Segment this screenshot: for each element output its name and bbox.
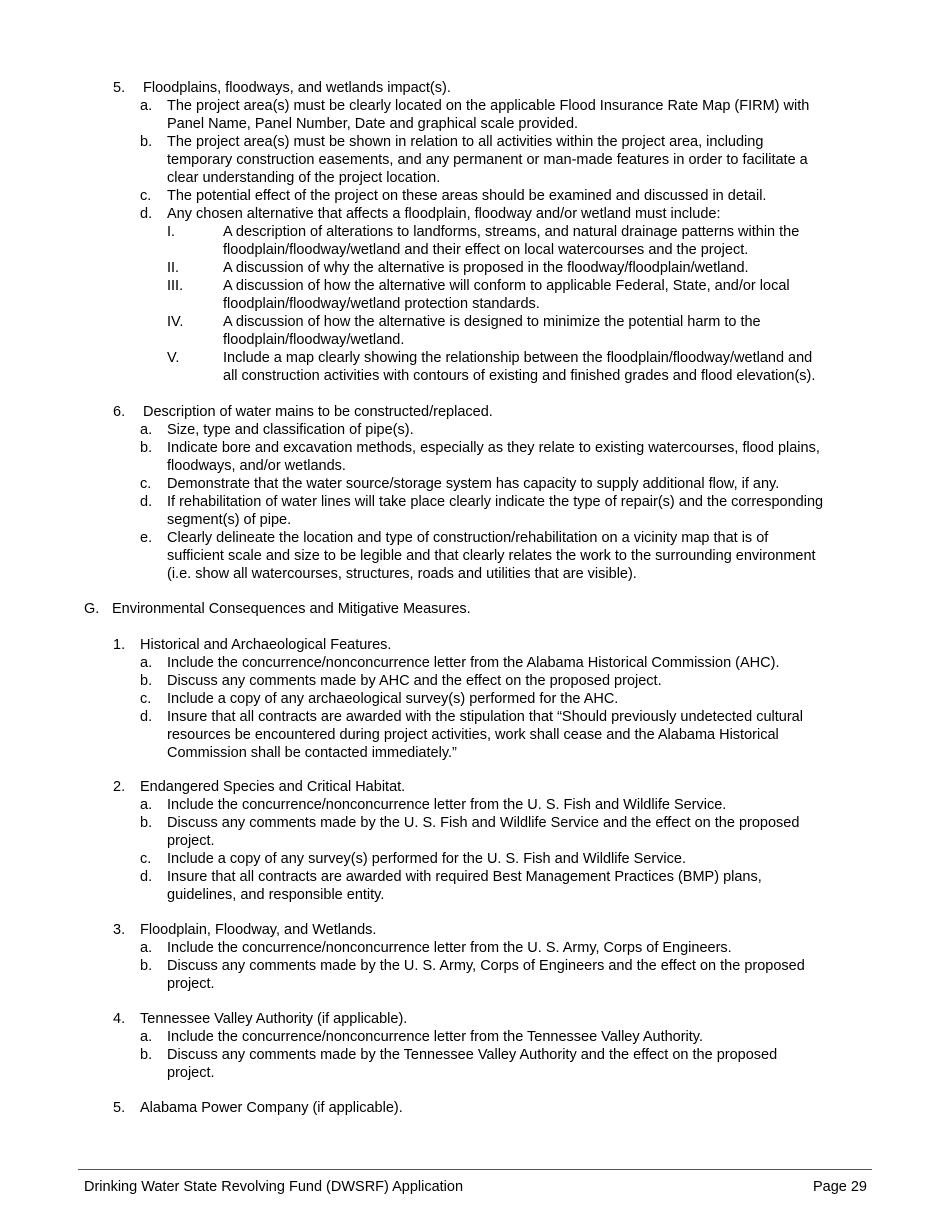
s6-e-line: Clearly delineate the location and type of construction/rehabilitation on a vicinity map that is of: [167, 530, 769, 546]
g2-marker: 2.: [113, 779, 126, 795]
g4-b-line: project.: [167, 1065, 215, 1081]
g1-d-line: Commission shall be contacted immediately.”: [167, 745, 457, 761]
g2-a-marker: a.: [140, 797, 153, 813]
g3-b-line: project.: [167, 976, 215, 992]
g2-heading: Endangered Species and Critical Habitat.: [140, 779, 406, 795]
g5-heading: Alabama Power Company (if applicable).: [140, 1100, 403, 1116]
s5-d-i-line: A description of alterations to landforms, streams, and natural drainage patterns within the: [223, 224, 800, 240]
g2-a-line: Include the concurrence/nonconcurrence letter from the U. S. Fish and Wildlife Service.: [167, 797, 727, 813]
s5-d-iii-line: A discussion of how the alternative will conform to applicable Federal, State, and/or local: [223, 278, 790, 294]
g2-b-marker: b.: [140, 815, 153, 831]
s6-b-marker: b.: [140, 440, 153, 456]
s6-b-line: floodways, and/or wetlands.: [167, 458, 346, 474]
section-5-marker: 5.: [113, 80, 126, 96]
s5-d-ii-marker: II.: [167, 260, 180, 276]
s5-b-line: temporary construction easements, and any permanent or man-made features in order to facilitate a: [167, 152, 808, 168]
g1-c-line: Include a copy of any archaeological survey(s) performed for the AHC.: [167, 691, 619, 707]
s6-a-line: Size, type and classification of pipe(s).: [167, 422, 414, 438]
section-g-marker: G.: [84, 601, 100, 617]
s5-d-line: Any chosen alternative that affects a floodplain, floodway and/or wetland must include:: [167, 206, 721, 222]
g1-a-marker: a.: [140, 655, 153, 671]
s6-e-line: sufficient scale and size to be legible and that clearly relates the work to the surrounding environment: [167, 548, 816, 564]
section-6-marker: 6.: [113, 404, 126, 420]
g3-a-marker: a.: [140, 940, 153, 956]
g4-b-line: Discuss any comments made by the Tennessee Valley Authority and the effect on the proposed: [167, 1047, 778, 1063]
s5-a-marker: a.: [140, 98, 153, 114]
g1-c-marker: c.: [140, 691, 152, 707]
section-g-heading: Environmental Consequences and Mitigative Measures.: [112, 601, 471, 617]
s5-a-line: The project area(s) must be clearly located on the applicable Flood Insurance Rate Map (FIRM) with: [167, 98, 810, 114]
g2-b-line: Discuss any comments made by the U. S. Fish and Wildlife Service and the effect on the proposed: [167, 815, 800, 831]
s5-b-line: The project area(s) must be shown in relation to all activities within the project area, including: [167, 134, 764, 150]
g1-d-line: Insure that all contracts are awarded with the stipulation that “Should previously undetected cultural: [167, 709, 803, 725]
section-5-heading: Floodplains, floodways, and wetlands impact(s).: [143, 80, 451, 96]
g5-marker: 5.: [113, 1100, 126, 1116]
s6-c-line: Demonstrate that the water source/storage system has capacity to supply additional flow, if any.: [167, 476, 780, 492]
g3-b-line: Discuss any comments made by the U. S. Army, Corps of Engineers and the effect on the proposed: [167, 958, 805, 974]
s5-d-iv-marker: IV.: [167, 314, 184, 330]
s5-a-line: Panel Name, Panel Number, Date and graphical scale provided.: [167, 116, 579, 132]
s6-b-line: Indicate bore and excavation methods, especially as they relate to existing watercourses, flood plains,: [167, 440, 820, 456]
g4-a-marker: a.: [140, 1029, 153, 1045]
s6-e-marker: e.: [140, 530, 153, 546]
s5-b-marker: b.: [140, 134, 153, 150]
s5-d-ii-line: A discussion of why the alternative is proposed in the floodway/floodplain/wetland.: [223, 260, 749, 276]
s5-d-marker: d.: [140, 206, 153, 222]
g2-d-marker: d.: [140, 869, 153, 885]
g4-a-line: Include the concurrence/nonconcurrence letter from the Tennessee Valley Authority.: [167, 1029, 704, 1045]
s5-b-line: clear understanding of the project location.: [167, 170, 441, 186]
s5-d-i-line: floodplain/floodway/wetland and their effect on local watercourses and the project.: [223, 242, 749, 258]
g3-heading: Floodplain, Floodway, and Wetlands.: [140, 922, 377, 938]
g1-a-line: Include the concurrence/nonconcurrence letter from the Alabama Historical Commission (AHC).: [167, 655, 780, 671]
g3-marker: 3.: [113, 922, 126, 938]
s5-c-line: The potential effect of the project on these areas should be examined and discussed in detail.: [167, 188, 767, 204]
section-6-heading: Description of water mains to be constructed/replaced.: [143, 404, 493, 420]
s5-d-v-line: Include a map clearly showing the relationship between the floodplain/floodway/wetland and: [223, 350, 813, 366]
g4-marker: 4.: [113, 1011, 126, 1027]
g4-heading: Tennessee Valley Authority (if applicable).: [140, 1011, 408, 1027]
g2-c-line: Include a copy of any survey(s) performed for the U. S. Fish and Wildlife Service.: [167, 851, 686, 867]
s5-d-i-marker: I.: [167, 224, 176, 240]
g1-marker: 1.: [113, 637, 126, 653]
s6-a-marker: a.: [140, 422, 153, 438]
s6-e-line: (i.e. show all watercourses, structures, roads and utilities that are visible).: [167, 566, 637, 582]
s5-d-iii-line: floodplain/floodway/wetland protection standards.: [223, 296, 540, 312]
g4-b-marker: b.: [140, 1047, 153, 1063]
footer-divider: [78, 1169, 872, 1170]
g2-d-line: Insure that all contracts are awarded with required Best Management Practices (BMP) plans,: [167, 869, 762, 885]
g2-c-marker: c.: [140, 851, 152, 867]
s5-d-iii-marker: III.: [167, 278, 184, 294]
s6-d-line: segment(s) of pipe.: [167, 512, 292, 528]
page-number: Page 29: [812, 1179, 867, 1195]
g2-b-line: project.: [167, 833, 215, 849]
footer-title: Drinking Water State Revolving Fund (DWSRF) Application: [84, 1179, 464, 1195]
s5-d-v-marker: V.: [167, 350, 180, 366]
s5-d-iv-line: A discussion of how the alternative is designed to minimize the potential harm to the: [223, 314, 761, 330]
s5-d-iv-line: floodplain/floodway/wetland.: [223, 332, 405, 348]
g1-d-marker: d.: [140, 709, 153, 725]
g3-b-marker: b.: [140, 958, 153, 974]
g1-d-line: resources be encountered during project activities, work shall cease and the Alabama Historical: [167, 727, 779, 743]
s5-d-v-line: all construction activities with contours of existing and finished grades and flood elevation(s).: [223, 368, 816, 384]
s5-c-marker: c.: [140, 188, 152, 204]
g1-heading: Historical and Archaeological Features.: [140, 637, 392, 653]
g2-d-line: guidelines, and responsible entity.: [167, 887, 385, 903]
g1-b-line: Discuss any comments made by AHC and the effect on the proposed project.: [167, 673, 662, 689]
s6-d-line: If rehabilitation of water lines will take place clearly indicate the type of repair(s) and the corresponding: [167, 494, 824, 510]
g3-a-line: Include the concurrence/nonconcurrence letter from the U. S. Army, Corps of Engineers.: [167, 940, 732, 956]
g1-b-marker: b.: [140, 673, 153, 689]
s6-d-marker: d.: [140, 494, 153, 510]
s6-c-marker: c.: [140, 476, 152, 492]
